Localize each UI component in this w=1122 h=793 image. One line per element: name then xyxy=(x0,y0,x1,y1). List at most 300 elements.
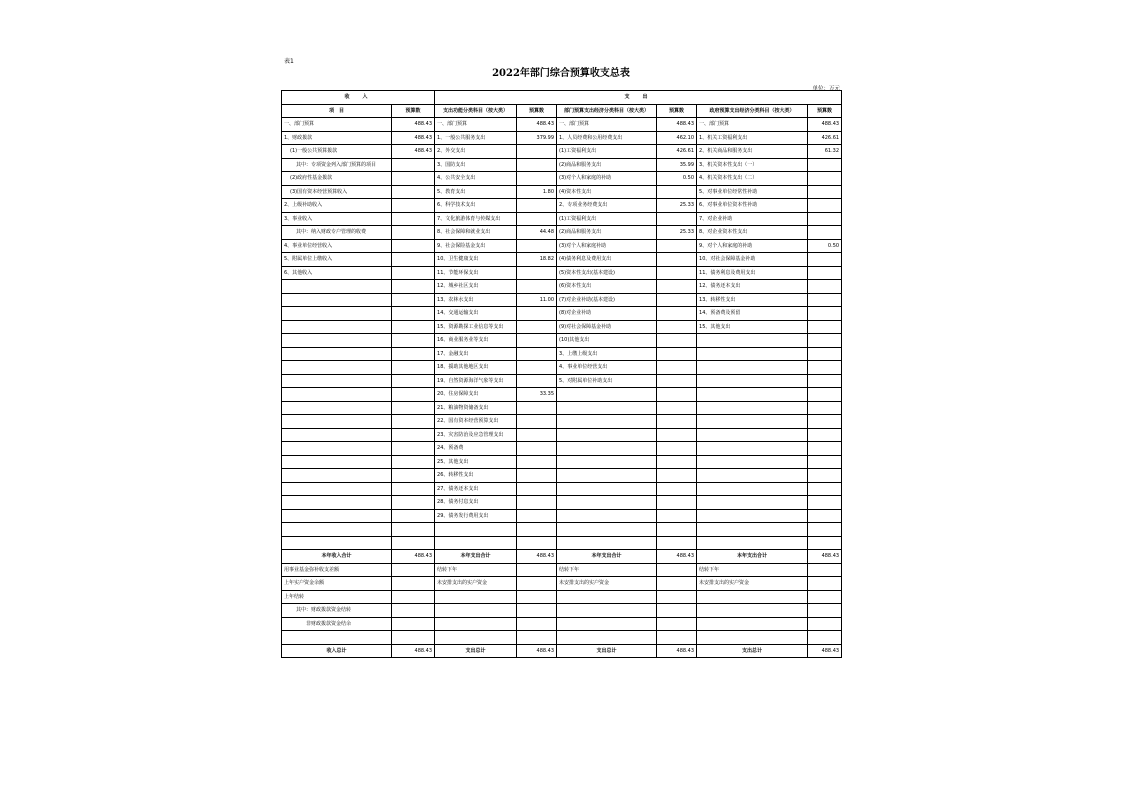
item-cell: 24、预备费 xyxy=(435,442,517,456)
item-cell xyxy=(697,374,808,388)
budget-value-cell xyxy=(657,253,697,267)
item-cell xyxy=(282,347,392,361)
item-cell: 7、文化旅游体育与传媒支出 xyxy=(435,212,517,226)
budget-value-cell xyxy=(392,266,435,280)
table-row xyxy=(282,253,842,267)
item-cell: 26、转移性支出 xyxy=(435,469,517,483)
table-row xyxy=(282,118,842,132)
item-cell: 本年支出合计 xyxy=(435,550,517,564)
budget-value-cell: 379.99 xyxy=(517,131,557,145)
budget-value-cell xyxy=(657,347,697,361)
budget-value-cell xyxy=(808,415,842,429)
item-cell xyxy=(282,320,392,334)
table-row xyxy=(282,293,842,307)
item-cell: 上年实户资金余额 xyxy=(282,577,392,591)
item-cell: 27、债务还本支出 xyxy=(435,482,517,496)
item-cell xyxy=(282,401,392,415)
budget-value-cell xyxy=(392,469,435,483)
table-row xyxy=(282,320,842,334)
table-row xyxy=(282,401,842,415)
table-row xyxy=(282,590,842,604)
item-cell: 4、机关资本性支出（二） xyxy=(697,172,808,186)
header-row-1 xyxy=(282,91,842,105)
item-cell: (3)对个人和家庭的补助 xyxy=(557,172,657,186)
budget-value-cell xyxy=(808,388,842,402)
item-cell xyxy=(697,442,808,456)
budget-value-cell xyxy=(808,199,842,213)
budget-value-cell xyxy=(392,307,435,321)
item-cell: 18、援助其他地区支出 xyxy=(435,361,517,375)
item-cell xyxy=(282,361,392,375)
item-cell xyxy=(557,496,657,510)
item-cell: 未安排支出的实户资金 xyxy=(697,577,808,591)
budget-value-cell xyxy=(808,496,842,510)
budget-value-cell xyxy=(657,293,697,307)
budget-value-cell xyxy=(392,577,435,591)
item-cell: (5)资本性支出(基本建设) xyxy=(557,266,657,280)
table-row xyxy=(282,131,842,145)
budget-value-cell: 0.50 xyxy=(657,172,697,186)
item-cell: 一、部门预算 xyxy=(435,118,517,132)
budget-value-cell xyxy=(392,455,435,469)
item-cell: (7)对企业补助(基本建设) xyxy=(557,293,657,307)
item-cell xyxy=(557,388,657,402)
item-cell xyxy=(557,415,657,429)
budget-value-cell xyxy=(392,590,435,604)
table-row xyxy=(282,617,842,631)
item-cell: 6、对事业单位资本性补助 xyxy=(697,199,808,213)
item-cell: 支出总计 xyxy=(697,644,808,658)
item-cell: 5、教育支出 xyxy=(435,185,517,199)
budget-value-cell xyxy=(392,523,435,537)
item-cell: 8、社会保障和就业支出 xyxy=(435,226,517,240)
budget-header: 预算数 xyxy=(657,104,697,118)
budget-value-cell xyxy=(392,482,435,496)
item-cell xyxy=(697,469,808,483)
item-cell xyxy=(697,523,808,537)
budget-value-cell xyxy=(808,361,842,375)
item-cell: 6、科学技术支出 xyxy=(435,199,517,213)
budget-value-cell xyxy=(808,185,842,199)
item-cell xyxy=(557,442,657,456)
budget-value-cell xyxy=(517,509,557,523)
item-cell: 19、自然资源海洋气象等支出 xyxy=(435,374,517,388)
table-row xyxy=(282,388,842,402)
budget-value-cell xyxy=(657,577,697,591)
item-cell: 上年结转 xyxy=(282,590,392,604)
budget-value-cell xyxy=(392,239,435,253)
budget-value-cell xyxy=(392,617,435,631)
item-cell xyxy=(282,307,392,321)
budget-value-cell xyxy=(657,239,697,253)
table-row xyxy=(282,347,842,361)
budget-value-cell xyxy=(392,509,435,523)
budget-value-cell xyxy=(517,320,557,334)
budget-value-cell xyxy=(517,199,557,213)
table-row xyxy=(282,496,842,510)
table-row xyxy=(282,158,842,172)
item-cell: 22、国有资本经营预算支出 xyxy=(435,415,517,429)
budget-value-cell: 488.43 xyxy=(392,131,435,145)
budget-header: 预算数 xyxy=(517,104,557,118)
item-cell xyxy=(282,334,392,348)
table-row xyxy=(282,212,842,226)
item-cell: 9、社会保险基金支出 xyxy=(435,239,517,253)
item-cell: 23、灾害防治及应急管理支出 xyxy=(435,428,517,442)
item-cell xyxy=(282,374,392,388)
item-cell xyxy=(435,536,517,550)
item-cell: (2)商品和服务支出 xyxy=(557,158,657,172)
budget-value-cell: 426.61 xyxy=(808,131,842,145)
item-cell xyxy=(557,631,657,645)
item-cell: 12、债务还本支出 xyxy=(697,280,808,294)
budget-value-cell xyxy=(392,536,435,550)
budget-value-cell: 488.43 xyxy=(392,118,435,132)
item-cell: (3)国有资本经营预算收入 xyxy=(282,185,392,199)
budget-value-cell xyxy=(392,253,435,267)
item-cell: 结转下年 xyxy=(697,563,808,577)
item-cell: 未安排支出的实户资金 xyxy=(557,577,657,591)
item-cell xyxy=(697,482,808,496)
table-row xyxy=(282,361,842,375)
table-row xyxy=(282,374,842,388)
item-cell xyxy=(557,509,657,523)
budget-value-cell xyxy=(517,415,557,429)
budget-value-cell xyxy=(392,172,435,186)
table-row xyxy=(282,631,842,645)
item-cell xyxy=(697,428,808,442)
table-row xyxy=(282,415,842,429)
item-cell: 一、部门预算 xyxy=(282,118,392,132)
budget-value-cell: 488.43 xyxy=(657,644,697,658)
budget-value-cell: 488.43 xyxy=(392,644,435,658)
item-cell xyxy=(697,536,808,550)
budget-value-cell xyxy=(808,442,842,456)
budget-value-cell xyxy=(657,604,697,618)
item-cell: 8、对企业资本性支出 xyxy=(697,226,808,240)
table-row xyxy=(282,604,842,618)
budget-value-cell xyxy=(392,199,435,213)
budget-header: 预算数 xyxy=(808,104,842,118)
budget-value-cell xyxy=(392,158,435,172)
budget-value-cell xyxy=(657,469,697,483)
item-cell: (3)对个人和家庭补助 xyxy=(557,239,657,253)
item-cell: (1)一般公共预算拨款 xyxy=(282,145,392,159)
item-cell xyxy=(557,455,657,469)
budget-value-cell: 488.43 xyxy=(517,644,557,658)
table-row xyxy=(282,334,842,348)
table-row xyxy=(282,509,842,523)
item-cell xyxy=(697,496,808,510)
item-cell: 3、事业收入 xyxy=(282,212,392,226)
item-cell: 20、住房保障支出 xyxy=(435,388,517,402)
budget-value-cell xyxy=(517,172,557,186)
budget-value-cell xyxy=(657,482,697,496)
budget-value-cell xyxy=(657,415,697,429)
item-cell xyxy=(557,401,657,415)
item-header: 项 目 xyxy=(282,104,392,118)
item-cell: 1、财政拨款 xyxy=(282,131,392,145)
budget-value-cell: 33.35 xyxy=(517,388,557,402)
budget-value-cell xyxy=(517,590,557,604)
table-row xyxy=(282,455,842,469)
item-cell xyxy=(282,280,392,294)
budget-value-cell xyxy=(657,496,697,510)
table-row xyxy=(282,226,842,240)
item-cell: 10、卫生健康支出 xyxy=(435,253,517,267)
item-cell xyxy=(282,293,392,307)
item-cell xyxy=(697,334,808,348)
item-cell xyxy=(697,509,808,523)
budget-value-cell xyxy=(517,482,557,496)
item-cell: 一、部门预算 xyxy=(557,118,657,132)
budget-value-cell xyxy=(392,334,435,348)
table-row xyxy=(282,536,842,550)
budget-value-cell xyxy=(517,536,557,550)
budget-value-cell xyxy=(392,563,435,577)
item-cell xyxy=(697,590,808,604)
table-row xyxy=(282,199,842,213)
budget-value-cell xyxy=(808,212,842,226)
item-cell: 结转下年 xyxy=(435,563,517,577)
budget-value-cell xyxy=(657,361,697,375)
budget-value-cell xyxy=(517,361,557,375)
table-row xyxy=(282,307,842,321)
item-cell: 支出总计 xyxy=(435,644,517,658)
item-cell xyxy=(435,604,517,618)
budget-value-cell xyxy=(517,563,557,577)
func-class-header: 支出功能分类科目（按大类） xyxy=(435,104,517,118)
budget-value-cell xyxy=(808,280,842,294)
item-cell: 13、农林水支出 xyxy=(435,293,517,307)
item-cell: 28、债务付息支出 xyxy=(435,496,517,510)
budget-value-cell xyxy=(808,563,842,577)
budget-value-cell xyxy=(517,455,557,469)
item-cell xyxy=(435,590,517,604)
budget-value-cell: 25.33 xyxy=(657,226,697,240)
budget-value-cell xyxy=(517,145,557,159)
budget-value-cell xyxy=(517,347,557,361)
budget-value-cell xyxy=(392,604,435,618)
budget-value-cell xyxy=(808,604,842,618)
item-cell: 11、节能环保支出 xyxy=(435,266,517,280)
item-cell xyxy=(697,388,808,402)
table-row xyxy=(282,428,842,442)
budget-value-cell xyxy=(392,185,435,199)
item-cell: 支出总计 xyxy=(557,644,657,658)
item-cell: 4、公共安全支出 xyxy=(435,172,517,186)
table-row xyxy=(282,563,842,577)
table-row xyxy=(282,469,842,483)
table-row xyxy=(282,482,842,496)
budget-value-cell xyxy=(808,631,842,645)
item-cell: 11、债务利息及费用支出 xyxy=(697,266,808,280)
item-cell: 收入总计 xyxy=(282,644,392,658)
budget-value-cell xyxy=(808,253,842,267)
budget-value-cell xyxy=(392,374,435,388)
budget-value-cell xyxy=(657,617,697,631)
table-row xyxy=(282,239,842,253)
budget-value-cell xyxy=(808,577,842,591)
budget-value-cell xyxy=(808,172,842,186)
item-cell: 本年支出合计 xyxy=(557,550,657,564)
item-cell xyxy=(557,604,657,618)
budget-value-cell: 488.43 xyxy=(808,118,842,132)
gov-econ-class-header: 政府预算支出经济分类科目（按大类） xyxy=(697,104,808,118)
budget-value-cell: 1.80 xyxy=(517,185,557,199)
item-cell: 2、机关商品和服务支出 xyxy=(697,145,808,159)
item-cell: 5、对事业单位经常性补助 xyxy=(697,185,808,199)
budget-value-cell xyxy=(808,469,842,483)
budget-value-cell: 488.43 xyxy=(517,550,557,564)
item-cell xyxy=(697,631,808,645)
budget-value-cell xyxy=(808,374,842,388)
table-row xyxy=(282,266,842,280)
budget-value-cell xyxy=(808,334,842,348)
budget-value-cell xyxy=(808,455,842,469)
item-cell xyxy=(282,442,392,456)
item-cell: 29、债务发行费用支出 xyxy=(435,509,517,523)
budget-value-cell xyxy=(657,590,697,604)
budget-value-cell xyxy=(392,415,435,429)
budget-value-cell xyxy=(808,482,842,496)
budget-value-cell xyxy=(392,388,435,402)
table-row xyxy=(282,172,842,186)
item-cell: 13、转移性支出 xyxy=(697,293,808,307)
item-cell: 14、预备费及预留 xyxy=(697,307,808,321)
budget-value-cell xyxy=(657,428,697,442)
budget-value-cell: 44.48 xyxy=(517,226,557,240)
item-cell xyxy=(557,428,657,442)
item-cell: (1)工资福利支出 xyxy=(557,145,657,159)
item-cell xyxy=(557,536,657,550)
item-cell: 5、对附属单位补助支出 xyxy=(557,374,657,388)
item-cell: 其中：专项资金列入部门预算的项目 xyxy=(282,158,392,172)
budget-value-cell: 488.43 xyxy=(392,145,435,159)
budget-value-cell: 488.43 xyxy=(808,550,842,564)
item-cell: (2)商品和服务支出 xyxy=(557,226,657,240)
table-row xyxy=(282,145,842,159)
budget-value-cell xyxy=(808,320,842,334)
budget-value-cell: 0.50 xyxy=(808,239,842,253)
budget-value-cell xyxy=(808,523,842,537)
item-cell: 本年支出合计 xyxy=(697,550,808,564)
budget-value-cell xyxy=(517,442,557,456)
budget-value-cell xyxy=(517,401,557,415)
budget-value-cell xyxy=(517,604,557,618)
unit-label: 单位：万元 xyxy=(812,86,840,92)
budget-value-cell xyxy=(392,361,435,375)
budget-value-cell xyxy=(657,266,697,280)
budget-value-cell xyxy=(808,428,842,442)
item-cell: (6)资本性支出 xyxy=(557,280,657,294)
budget-value-cell: 11.00 xyxy=(517,293,557,307)
item-cell: 2、外交支出 xyxy=(435,145,517,159)
item-cell xyxy=(697,604,808,618)
budget-value-cell xyxy=(392,320,435,334)
budget-value-cell: 25.33 xyxy=(657,199,697,213)
dept-econ-class-header: 部门预算支出经济分类科目（按大类） xyxy=(557,104,657,118)
budget-value-cell xyxy=(517,212,557,226)
budget-value-cell xyxy=(808,536,842,550)
item-cell: 1、人员经费和公用经费支出 xyxy=(557,131,657,145)
item-cell: 非财政拨款资金结余 xyxy=(282,617,392,631)
item-cell: 3、机关资本性支出（一） xyxy=(697,158,808,172)
item-cell xyxy=(282,509,392,523)
income-header: 收 入 xyxy=(282,91,435,105)
budget-value-cell xyxy=(657,307,697,321)
budget-value-cell: 488.43 xyxy=(517,118,557,132)
budget-header: 预算数 xyxy=(392,104,435,118)
item-cell: 21、粮油物资储备支出 xyxy=(435,401,517,415)
budget-value-cell xyxy=(517,523,557,537)
budget-value-cell: 488.43 xyxy=(657,118,697,132)
item-cell xyxy=(435,523,517,537)
budget-value-cell xyxy=(808,226,842,240)
item-cell: 7、对企业补助 xyxy=(697,212,808,226)
budget-value-cell xyxy=(657,563,697,577)
budget-value-cell xyxy=(657,388,697,402)
item-cell xyxy=(282,482,392,496)
budget-value-cell xyxy=(392,631,435,645)
table-number-tag: 表1 xyxy=(284,58,294,65)
budget-summary-table xyxy=(281,90,842,658)
item-cell xyxy=(697,617,808,631)
budget-value-cell: 18.82 xyxy=(517,253,557,267)
budget-value-cell xyxy=(657,536,697,550)
budget-value-cell: 462.10 xyxy=(657,131,697,145)
item-cell: 1、机关工资福利支出 xyxy=(697,131,808,145)
budget-value-cell xyxy=(517,374,557,388)
item-cell: 3、上缴上级支出 xyxy=(557,347,657,361)
budget-value-cell xyxy=(517,239,557,253)
table-row xyxy=(282,280,842,294)
budget-value-cell xyxy=(392,442,435,456)
item-cell xyxy=(435,617,517,631)
item-cell xyxy=(282,469,392,483)
item-cell xyxy=(697,415,808,429)
item-cell: 5、附属单位上缴收入 xyxy=(282,253,392,267)
budget-value-cell xyxy=(808,293,842,307)
budget-value-cell: 488.43 xyxy=(392,550,435,564)
budget-value-cell xyxy=(392,293,435,307)
budget-value-cell xyxy=(808,307,842,321)
item-cell: 15、其他支出 xyxy=(697,320,808,334)
item-cell: 15、资源勘探工业信息等支出 xyxy=(435,320,517,334)
budget-value-cell xyxy=(517,266,557,280)
budget-value-cell xyxy=(517,158,557,172)
item-cell xyxy=(557,590,657,604)
grand-total-row xyxy=(282,644,842,658)
budget-value-cell: 488.43 xyxy=(808,644,842,658)
budget-value-cell xyxy=(517,428,557,442)
item-cell: 2、专项业务经费支出 xyxy=(557,199,657,213)
expense-header: 支 出 xyxy=(435,91,842,105)
budget-value-cell xyxy=(657,212,697,226)
item-cell: (4)资本性支出 xyxy=(557,185,657,199)
budget-value-cell xyxy=(808,266,842,280)
item-cell: 9、对个人和家庭的补助 xyxy=(697,239,808,253)
budget-value-cell xyxy=(808,347,842,361)
item-cell: 4、事业单位经营支出 xyxy=(557,361,657,375)
budget-value-cell xyxy=(392,496,435,510)
item-cell: 2、上级补助收入 xyxy=(282,199,392,213)
item-cell: 25、其他支出 xyxy=(435,455,517,469)
item-cell: (1)工资福利支出 xyxy=(557,212,657,226)
header-row-2 xyxy=(282,104,842,118)
budget-value-cell xyxy=(657,185,697,199)
budget-value-cell xyxy=(517,469,557,483)
